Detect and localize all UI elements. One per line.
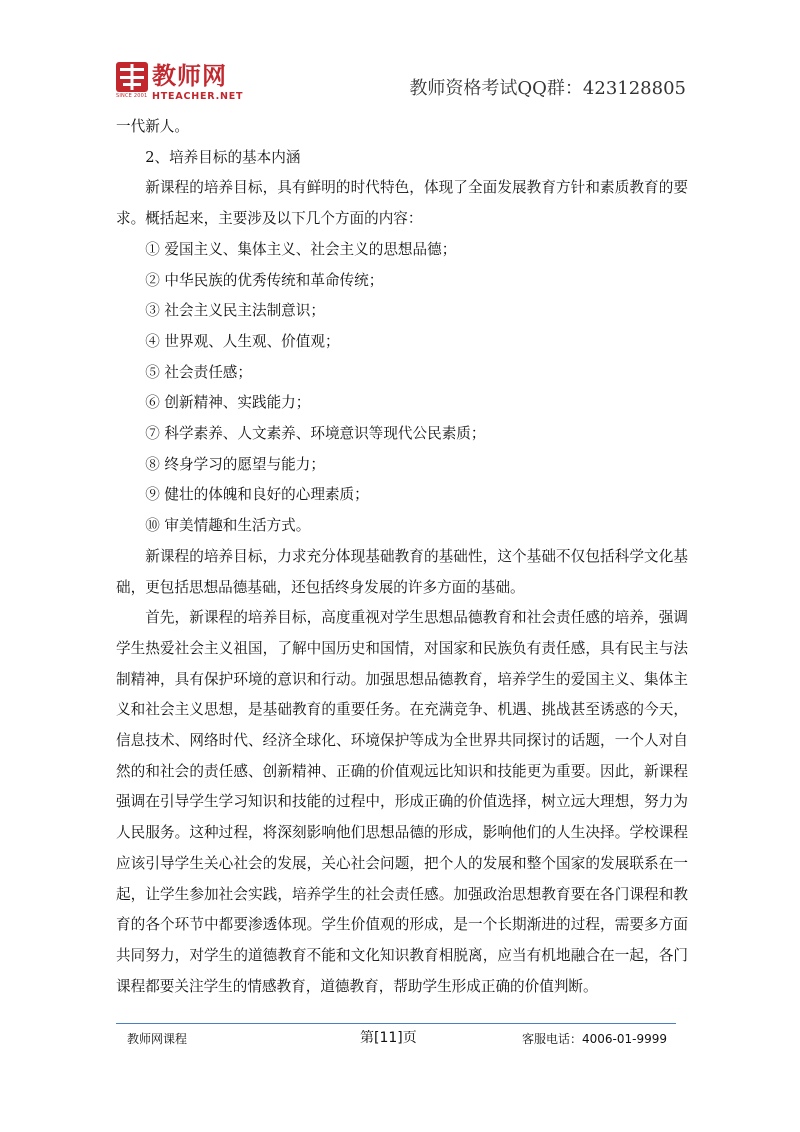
- list-item: ⑧ 终身学习的愿望与能力；: [145, 455, 325, 473]
- footer-course-label: 教师网课程: [127, 1032, 188, 1046]
- list-item: ⑨ 健壮的体魄和良好的心理素质；: [145, 486, 369, 504]
- footer-divider: [116, 1023, 676, 1024]
- logo-since-text: SINCE 2001: [116, 93, 148, 99]
- list-item: ⑤ 社会责任感；: [145, 363, 252, 381]
- logo-mark-icon: [116, 62, 148, 92]
- list-item: ⑩ 审美情趣和生活方式。: [145, 517, 311, 535]
- qq-group-info: 教师资格考试QQ群：423128805: [409, 78, 686, 99]
- list-item: ① 爱国主义、集体主义、社会主义的思想品德；: [145, 240, 457, 258]
- list-item: ⑥ 创新精神、实践能力；: [145, 394, 311, 412]
- footer-service-phone: 客服电话：4006-01-9999: [522, 1032, 668, 1046]
- list-item: ② 中华民族的优秀传统和革命传统；: [145, 271, 384, 289]
- paragraph: 首先，新课程的培养目标，高度重视对学生思想品德教育和社会责任感的培养，强调学生热爱社会主义祖国，了解中国历史和国情，对国家和民族负有责任感，具有民主与法制精神，具有保护环境的意识和行动。加强思想品德教育，培养学生的爱国主义、集体主义和社会主义思想，是基础教育的重要任务。在充满竞争、机遇、挑战甚至诱惑的今天，信息技术、网络时代、经济全球化、环境保护等成为全世界共同探讨的话题，一个人对自然的和社会的责任感、创新精神、正确的价值观远比知识和技能更为重要。因此，新课程强调在引导学生学习知识和技能的过程中，形成正确的价值选择，树立远大理想，努力为人民服务。这种过程，将深刻影响他们思想品德的形成，影响他们的人生决择。学校课程应该引导学生关心社会的发展，关心社会问题，把个人的发展和整个国家的发展联系在一起，让学生参加社会实践，培养学生的社会责任感。加强政治思想教育要在各门课程和教育的各个环节中都要渗透体现。学生价值观的形成，是一个长期渐进的过程，需要多方面共同努力，对学生的道德教育不能和文化知识教育相脱离，应当有机地融合在一起，各门课程都要关注学生的情感教育，道德教育，帮助学生形成正确的价值判断。: [116, 609, 688, 995]
- list-item: ⑦ 科学素养、人文素养、环境意识等现代公民素质；: [145, 425, 486, 443]
- paragraph: 新课程的培养目标，具有鲜明的时代特色，体现了全面发展教育方针和素质教育的要求。概括起来，主要涉及以下几个方面的内容：: [116, 179, 688, 228]
- document-body: [116, 112, 688, 1002]
- logo-cn-text: 教师网: [152, 62, 227, 90]
- brand-logo: [116, 62, 256, 106]
- page-header: [0, 0, 800, 110]
- section-heading: 2、培养目标的基本内涵: [145, 148, 301, 166]
- paragraph: 一代新人。: [116, 118, 189, 135]
- logo-en-text: HTEACHER.NET: [152, 91, 244, 102]
- list-item: ③ 社会主义民主法制意识；: [145, 302, 325, 320]
- list-item: ④ 世界观、人生观、价值观；: [145, 332, 340, 350]
- paragraph: 新课程的培养目标，力求充分体现基础教育的基础性，这个基础不仅包括科学文化基础，更包括思想品德基础，还包括终身发展的许多方面的基础。: [116, 547, 688, 596]
- page-number: 第[11]页: [360, 1030, 417, 1046]
